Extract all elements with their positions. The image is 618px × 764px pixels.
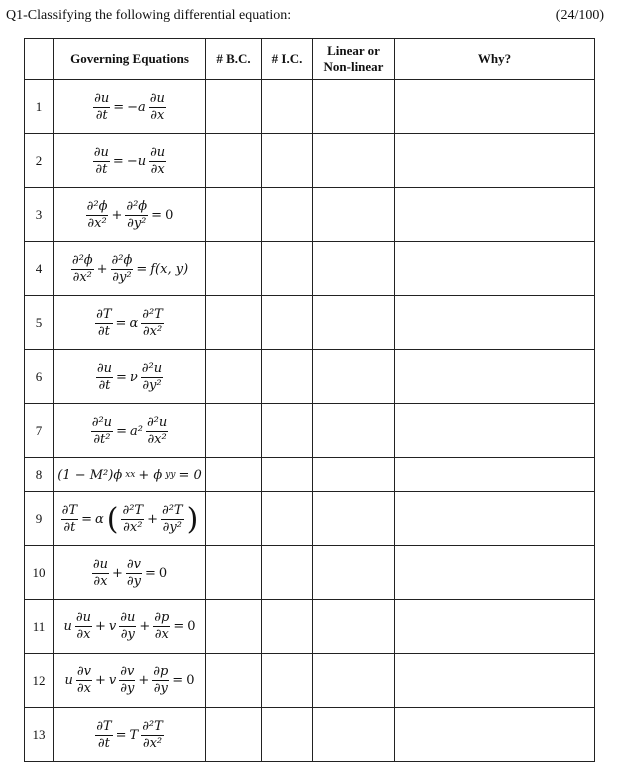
page-header	[6, 8, 604, 28]
row-number: 9	[25, 492, 54, 546]
ic-cell[interactable]	[262, 492, 313, 546]
row-number: 5	[25, 296, 54, 350]
bc-cell[interactable]	[206, 492, 262, 546]
row-number: 2	[25, 134, 54, 188]
header-linear: Linear or Non-linear	[313, 39, 395, 80]
table-row	[25, 492, 595, 546]
bc-cell[interactable]	[206, 296, 262, 350]
why-cell[interactable]	[395, 80, 595, 134]
equation-9: $\frac{\partial T}{\partial t}$ = α ( ∂²T ∂x² + $\frac{\text{∂²T}}{\text{∂y²}}$ )	[54, 492, 206, 546]
bc-cell[interactable]	[206, 404, 262, 458]
equation-5: $\frac{\partial T}{\partial t}$ = α ∂²T ∂x²	[54, 296, 206, 350]
equation-3: ∂²ϕ ∂x² + $\frac{\text{∂²ϕ}}{\text{∂y²}}$ = 0	[54, 188, 206, 242]
ic-cell[interactable]	[262, 404, 313, 458]
why-cell[interactable]	[395, 654, 595, 708]
why-cell[interactable]	[395, 296, 595, 350]
row-number: 6	[25, 350, 54, 404]
equation-6: $\frac{\partial u}{\partial t}$ = ν ∂²u ∂y²	[54, 350, 206, 404]
table-row	[25, 188, 595, 242]
bc-cell[interactable]	[206, 654, 262, 708]
header-ic: # I.C.	[262, 39, 313, 80]
table-row	[25, 600, 595, 654]
linear-cell[interactable]	[313, 404, 395, 458]
why-cell[interactable]	[395, 350, 595, 404]
linear-cell[interactable]	[313, 600, 395, 654]
bc-cell[interactable]	[206, 458, 262, 492]
score-label: (24/100)	[555, 8, 604, 23]
header-governing: Governing Equations	[54, 39, 206, 80]
linear-cell[interactable]	[313, 654, 395, 708]
bc-cell[interactable]	[206, 546, 262, 600]
row-number: 11	[25, 600, 54, 654]
linear-cell[interactable]	[313, 188, 395, 242]
bc-cell[interactable]	[206, 708, 262, 762]
equation-11: u ∂u ∂x + v ∂u ∂y + $\frac{\partial p}{\partial x}$ = 0	[54, 600, 206, 654]
equation-4: ∂²ϕ ∂x² + $\frac{\text{∂²ϕ}}{\text{∂y²}}$ = f(x, y)	[54, 242, 206, 296]
table-row	[25, 708, 595, 762]
ic-cell[interactable]	[262, 242, 313, 296]
linear-cell[interactable]	[313, 458, 395, 492]
ic-cell[interactable]	[262, 654, 313, 708]
table-row	[25, 458, 595, 492]
why-cell[interactable]	[395, 546, 595, 600]
linear-cell[interactable]	[313, 350, 395, 404]
table-header-row	[25, 39, 595, 80]
row-number: 10	[25, 546, 54, 600]
table-row	[25, 654, 595, 708]
linear-cell[interactable]	[313, 492, 395, 546]
ic-cell[interactable]	[262, 350, 313, 404]
bc-cell[interactable]	[206, 600, 262, 654]
bc-cell[interactable]	[206, 188, 262, 242]
equation-2: $\frac{\partial u}{\partial t}$ = −u ∂u ∂x	[54, 134, 206, 188]
question-title: Q1-Classifying the following differential equation:	[6, 8, 292, 23]
equation-1: $\frac{\partial u}{\partial t}$ = −a ∂u ∂x	[54, 80, 206, 134]
table-row	[25, 80, 595, 134]
header-number	[25, 39, 54, 80]
bc-cell[interactable]	[206, 242, 262, 296]
bc-cell[interactable]	[206, 134, 262, 188]
ic-cell[interactable]	[262, 600, 313, 654]
equation-8: (1 − M²)ϕ xx + ϕ yy = 0	[54, 458, 206, 492]
row-number: 4	[25, 242, 54, 296]
table-row	[25, 404, 595, 458]
why-cell[interactable]	[395, 404, 595, 458]
why-cell[interactable]	[395, 242, 595, 296]
linear-cell[interactable]	[313, 296, 395, 350]
classification-table	[24, 38, 595, 762]
header-bc: # B.C.	[206, 39, 262, 80]
header-why: Why?	[395, 39, 595, 80]
equation-10: ∂u ∂x + $\frac{\partial v}{\partial y}$ = 0	[54, 546, 206, 600]
why-cell[interactable]	[395, 134, 595, 188]
table-row	[25, 546, 595, 600]
table-row	[25, 350, 595, 404]
ic-cell[interactable]	[262, 80, 313, 134]
equation-12: u ∂v ∂x + v ∂v ∂y + $\frac{\partial p}{\partial y}$ = 0	[54, 654, 206, 708]
why-cell[interactable]	[395, 600, 595, 654]
ic-cell[interactable]	[262, 134, 313, 188]
linear-cell[interactable]	[313, 546, 395, 600]
table-row	[25, 242, 595, 296]
linear-cell[interactable]	[313, 80, 395, 134]
why-cell[interactable]	[395, 492, 595, 546]
bc-cell[interactable]	[206, 350, 262, 404]
linear-cell[interactable]	[313, 134, 395, 188]
why-cell[interactable]	[395, 458, 595, 492]
row-number: 1	[25, 80, 54, 134]
table-row	[25, 296, 595, 350]
equation-13: $\frac{\partial T}{\partial t}$ = T ∂²T ∂x²	[54, 708, 206, 762]
ic-cell[interactable]	[262, 296, 313, 350]
equation-7: $\frac{\text{∂²u}}{\text{∂t²}}$ = a² ∂²u ∂x²	[54, 404, 206, 458]
ic-cell[interactable]	[262, 188, 313, 242]
bc-cell[interactable]	[206, 80, 262, 134]
linear-cell[interactable]	[313, 242, 395, 296]
ic-cell[interactable]	[262, 708, 313, 762]
table-row	[25, 134, 595, 188]
linear-cell[interactable]	[313, 708, 395, 762]
why-cell[interactable]	[395, 708, 595, 762]
ic-cell[interactable]	[262, 458, 313, 492]
row-number: 7	[25, 404, 54, 458]
why-cell[interactable]	[395, 188, 595, 242]
ic-cell[interactable]	[262, 546, 313, 600]
row-number: 8	[25, 458, 54, 492]
row-number: 13	[25, 708, 54, 762]
row-number: 12	[25, 654, 54, 708]
row-number: 3	[25, 188, 54, 242]
